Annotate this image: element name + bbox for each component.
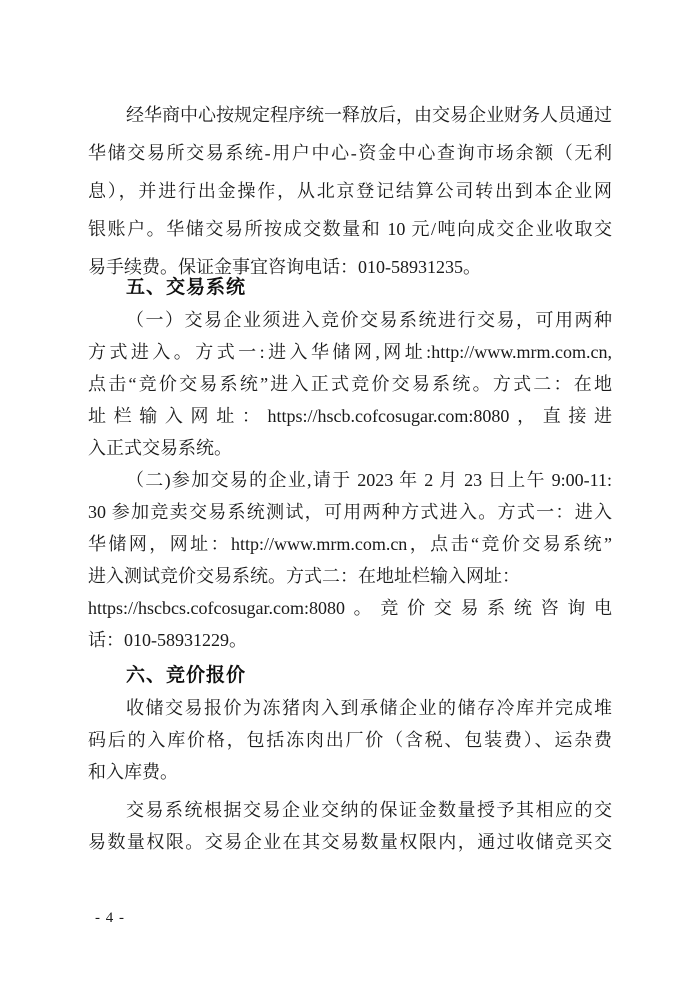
text-line: 银账户。华储交易所按成交数量和 10 元/吨向成交企业收取交	[88, 219, 612, 239]
text-line: https://hscbcs.cofcosugar.com:8080。竞价交易系统咨询电	[88, 598, 612, 618]
text-line: 易手续费。保证金事宜咨询电话：010-58931235。	[88, 257, 481, 277]
text-line: 方式进入。方式一:进入华储网,网址:http://www.mrm.com.cn,	[88, 342, 612, 362]
text-line: 交易系统根据交易企业交纳的保证金数量授予其相应的交	[126, 800, 612, 820]
text-line: 和入库费。	[88, 762, 178, 782]
section-heading-5: 五、交易系统	[126, 277, 247, 298]
text-line: 华储交易所交易系统-用户中心-资金中心查询市场余额（无利	[88, 143, 612, 163]
text-line: 话：010-58931229。	[88, 630, 247, 650]
text-line: （一）交易企业须进入竞价交易系统进行交易，可用两种	[126, 310, 612, 330]
text-line: 华储网，网址：http://www.mrm.com.cn，点击“竞价交易系统”	[88, 534, 612, 554]
text-line: 经华商中心按规定程序统一释放后，由交易企业财务人员通过	[126, 105, 612, 125]
paragraph-intro	[88, 96, 612, 286]
section6-paragraph-2	[88, 794, 612, 858]
text-line: 收储交易报价为冻猪肉入到承储企业的储存冷库并完成堆	[126, 698, 612, 718]
text-line: 址栏输入网址：https://hscb.cofcosugar.com:8080，直接进	[88, 406, 612, 426]
text-line: 入正式交易系统。	[88, 438, 232, 458]
section5-paragraph-2	[88, 464, 612, 656]
section6-paragraph-1	[88, 692, 612, 788]
section5-paragraph-1	[88, 304, 612, 464]
text-line: （二)参加交易的企业,请于 2023 年 2 月 23 日上午 9:00-11:	[126, 470, 612, 490]
text-line: 30 参加竞卖交易系统测试，可用两种方式进入。方式一：进入	[88, 502, 612, 522]
text-line: 息），并进行出金操作，从北京登记结算公司转出到本企业网	[88, 181, 612, 201]
section-heading-6: 六、竞价报价	[126, 665, 247, 686]
page-number: - 4 -	[95, 910, 125, 926]
text-line: 码后的入库价格，包括冻肉出厂价（含税、包装费）、运杂费	[88, 730, 612, 750]
text-line: 点击“竞价交易系统”进入正式竞价交易系统。方式二：在地	[88, 374, 612, 394]
text-line: 进入测试竞价交易系统。方式二：在地址栏输入网址：	[88, 566, 520, 586]
text-line: 易数量权限。交易企业在其交易数量权限内，通过收储竞买交	[88, 832, 612, 852]
